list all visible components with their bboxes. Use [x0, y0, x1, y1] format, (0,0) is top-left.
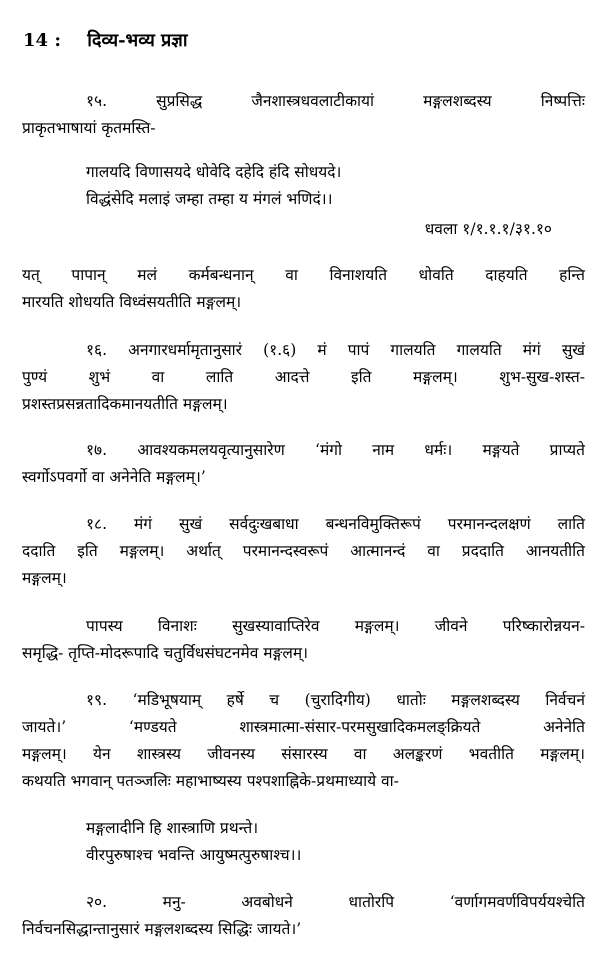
text-line: मङ्गलम्। — [22, 569, 67, 587]
book-title: दिव्य-भव्य प्रज्ञा — [87, 30, 188, 51]
text-line: मङ्गलम्। येन शास्त्रस्य जीवनस्य संसारस्य वा अलङ्करणं भवतीति मङ्गलम्। — [22, 745, 585, 763]
text-line: १७. आवश्यकमलयवृत्यानुसारेण ‘मंगो नाम धर्मः। मङ्गयते प्राप्यते — [86, 441, 585, 459]
text-line: मारयति शोधयति विध्वंसयतीति मङ्गलम्। — [22, 293, 242, 311]
text-line: पापस्य विनाशः सुखस्यावाप्तिरेव मङ्गलम्। जीवने परिष्कारोन्नयन- — [86, 617, 585, 635]
verse-line: विद्धंसेदि मलाइं जम्हा तम्हा य मंगलं भणिदं।। — [86, 190, 333, 208]
text-line: पुण्यं शुभं वा लाति आदत्ते इति मङ्गलम्। शुभ-सुख-शस्त- — [22, 368, 585, 386]
text-line: प्रशस्तप्रसन्नतादिकमानयतीति मङ्गलम्। — [22, 395, 228, 413]
text-line: यत् पापान् मलं कर्मबन्धनान् वा विनाशयति धोवति दाहयति हन्ति — [22, 266, 585, 284]
page-header — [23, 28, 188, 52]
text-line: १५. सुप्रसिद्ध जैनशास्त्रधवलाटीकायां मङ्गलशब्दस्य निष्पत्तिः — [86, 92, 585, 110]
text-line: प्राकृतभाषायां कृतमस्ति- — [22, 119, 156, 137]
text-line: १८. मंगं सुखं सर्वदुःखबाधा बन्धनविमुक्तिरूपं परमानन्दलक्षणं लाति — [86, 515, 585, 533]
verse-line: मङ्गलादीनि हि शास्त्राणि प्रथन्ते। — [86, 819, 259, 837]
verse-line: गालयदि विणासयदे धोवेदि दहेदि हंदि सोधयदे। — [86, 163, 342, 181]
text-line: कथयति भगवान् पतञ्जलिः महाभाष्यस्य पश्पशाह्निके-प्रथमाध्याये वा- — [22, 772, 399, 790]
text-line: निर्वचनसिद्धान्तानुसारं मङ्गलशब्दस्य सिद्धिः जायते।’ — [22, 920, 302, 938]
citation: धवला १/१.१.१/३१.१० — [424, 220, 552, 238]
text-line: जायते।’ ‘मण्डयते शास्त्रमात्मा-संसार-परमसुखादिकमलङ्क्रियते अनेनेति — [22, 718, 585, 736]
text-line: ददाति इति मङ्गलम्। अर्थात् परमानन्दस्वरूपं आत्मानन्दं वा प्रददाति आनयतीति — [22, 542, 585, 560]
text-line: १९. ‘मडिभूषयाम् हर्षे च (चुरादिगीय) धातोः मङ्गलशब्दस्य निर्वचनं — [86, 691, 585, 709]
text-line: २०. मनु- अवबोधने धातोरपि ‘वर्णागमवर्णविपर्ययश्चेति — [86, 893, 585, 911]
verse-line: वीरपुरुषाश्च भवन्ति आयुष्मत्पुरुषाश्च।। — [86, 846, 302, 864]
text-line: स्वर्गोऽपवर्गो वा अनेनेति मङ्गलम्।’ — [22, 468, 206, 486]
page-number: 14 : — [23, 30, 61, 51]
text-line: समृद्धि- तृप्ति-मोदरूपादि चतुर्विधसंघटनमेव मङ्गलम्। — [22, 644, 308, 662]
text-line: १६. अनगारधर्मामृतानुसारं (१.६) मं पापं गालयति गालयति मंगं सुखं — [86, 341, 585, 359]
